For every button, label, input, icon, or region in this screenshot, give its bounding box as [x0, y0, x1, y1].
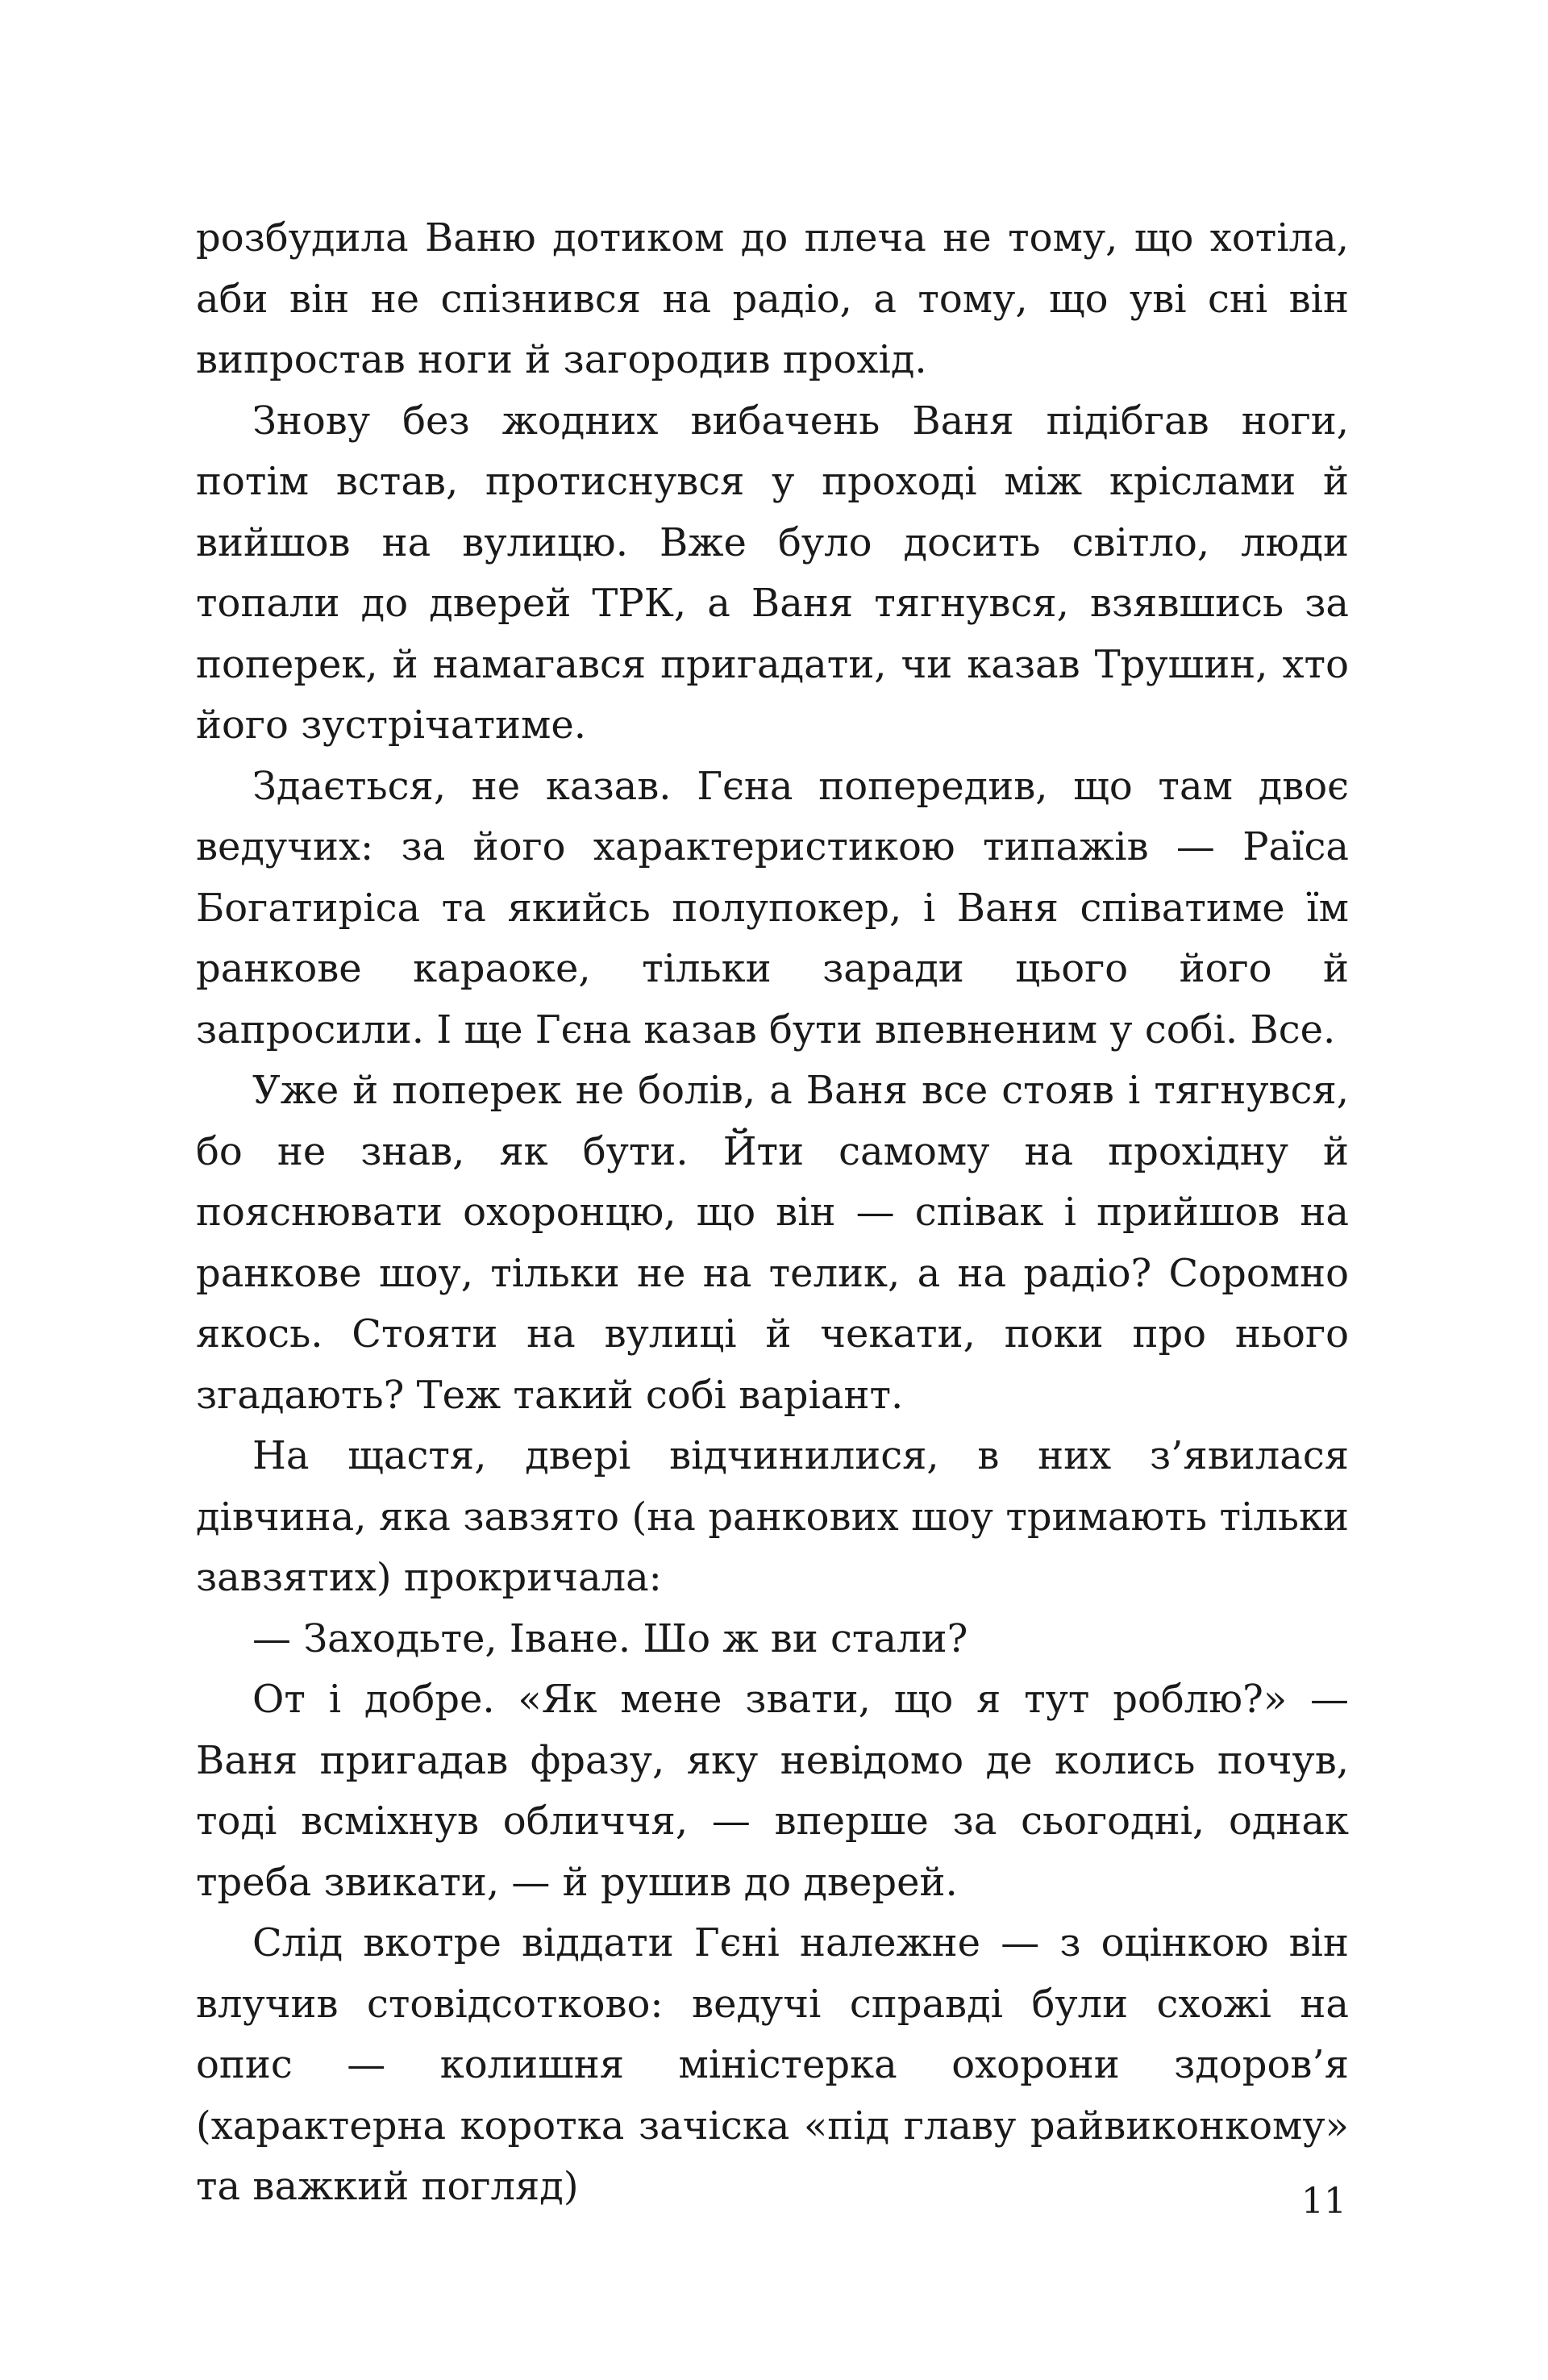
- paragraph-5: На щастя, двері відчинилися, в них з’явилася дівчина, яка завзято (на ранкових шоу тримають тільки завзятих) прокричала:: [196, 1433, 1349, 1600]
- paragraph-3: Здається, не казав. Гєна попередив, що там двоє ведучих: за його характеристикою типажів — Раїса Богатиріса та якийсь полупокер, і Ваня співатиме їм ранкове караоке, тільки заради цього його й запросили. І ще Гєна казав бути впевненим у собі. Все.: [196, 763, 1349, 1052]
- paragraph-6-dialogue: — Заходьте, Іване. Шо ж ви стали?: [252, 1615, 968, 1661]
- body-text: [196, 208, 1349, 2218]
- page-number: 11: [1301, 2181, 1346, 2222]
- paragraph-2: Знову без жодних вибачень Ваня підібгав ноги, потім встав, протиснувся у проході між кріслами й вийшов на вулицю. Вже було досить світло, люди топали до дверей ТРК, а Ваня тягнувся, взявшись за поперек, й намагався пригадати, чи казав Трушин, хто його зустрічатиме.: [196, 398, 1349, 748]
- paragraph-1: розбудила Ваню дотиком до плеча не тому, що хотіла, аби він не спізнився на радіо, а тому, що уві сні він випростав ноги й загородив прохід.: [196, 215, 1349, 382]
- paragraph-4: Уже й поперек не болів, а Ваня все стояв і тягнувся, бо не знав, як бути. Йти самому на прохідну й пояснювати охоронцю, що він — співак і прийшов на ранкове шоу, тільки не на телик, а на радіо? Соромно якось. Стояти на вулиці й чекати, поки про нього згадають? Теж такий собі варіант.: [196, 1068, 1349, 1418]
- paragraph-7: От і добре. «Як мене звати, що я тут роблю?» — Ваня пригадав фразу, яку невідомо де колись почув, тоді всміхнув обличчя, — вперше за сьогодні, однак треба звикати, — й рушив до дверей.: [196, 1677, 1349, 1905]
- paragraph-8: Слід вкотре віддати Гєні належне — з оцінкою він влучив стовідсотково: ведучі справді були схожі на опис — колишня міністерка охорони здоров’я (характерна коротка зачіска «під главу райвиконкому» та важкий погляд): [196, 1920, 1349, 2209]
